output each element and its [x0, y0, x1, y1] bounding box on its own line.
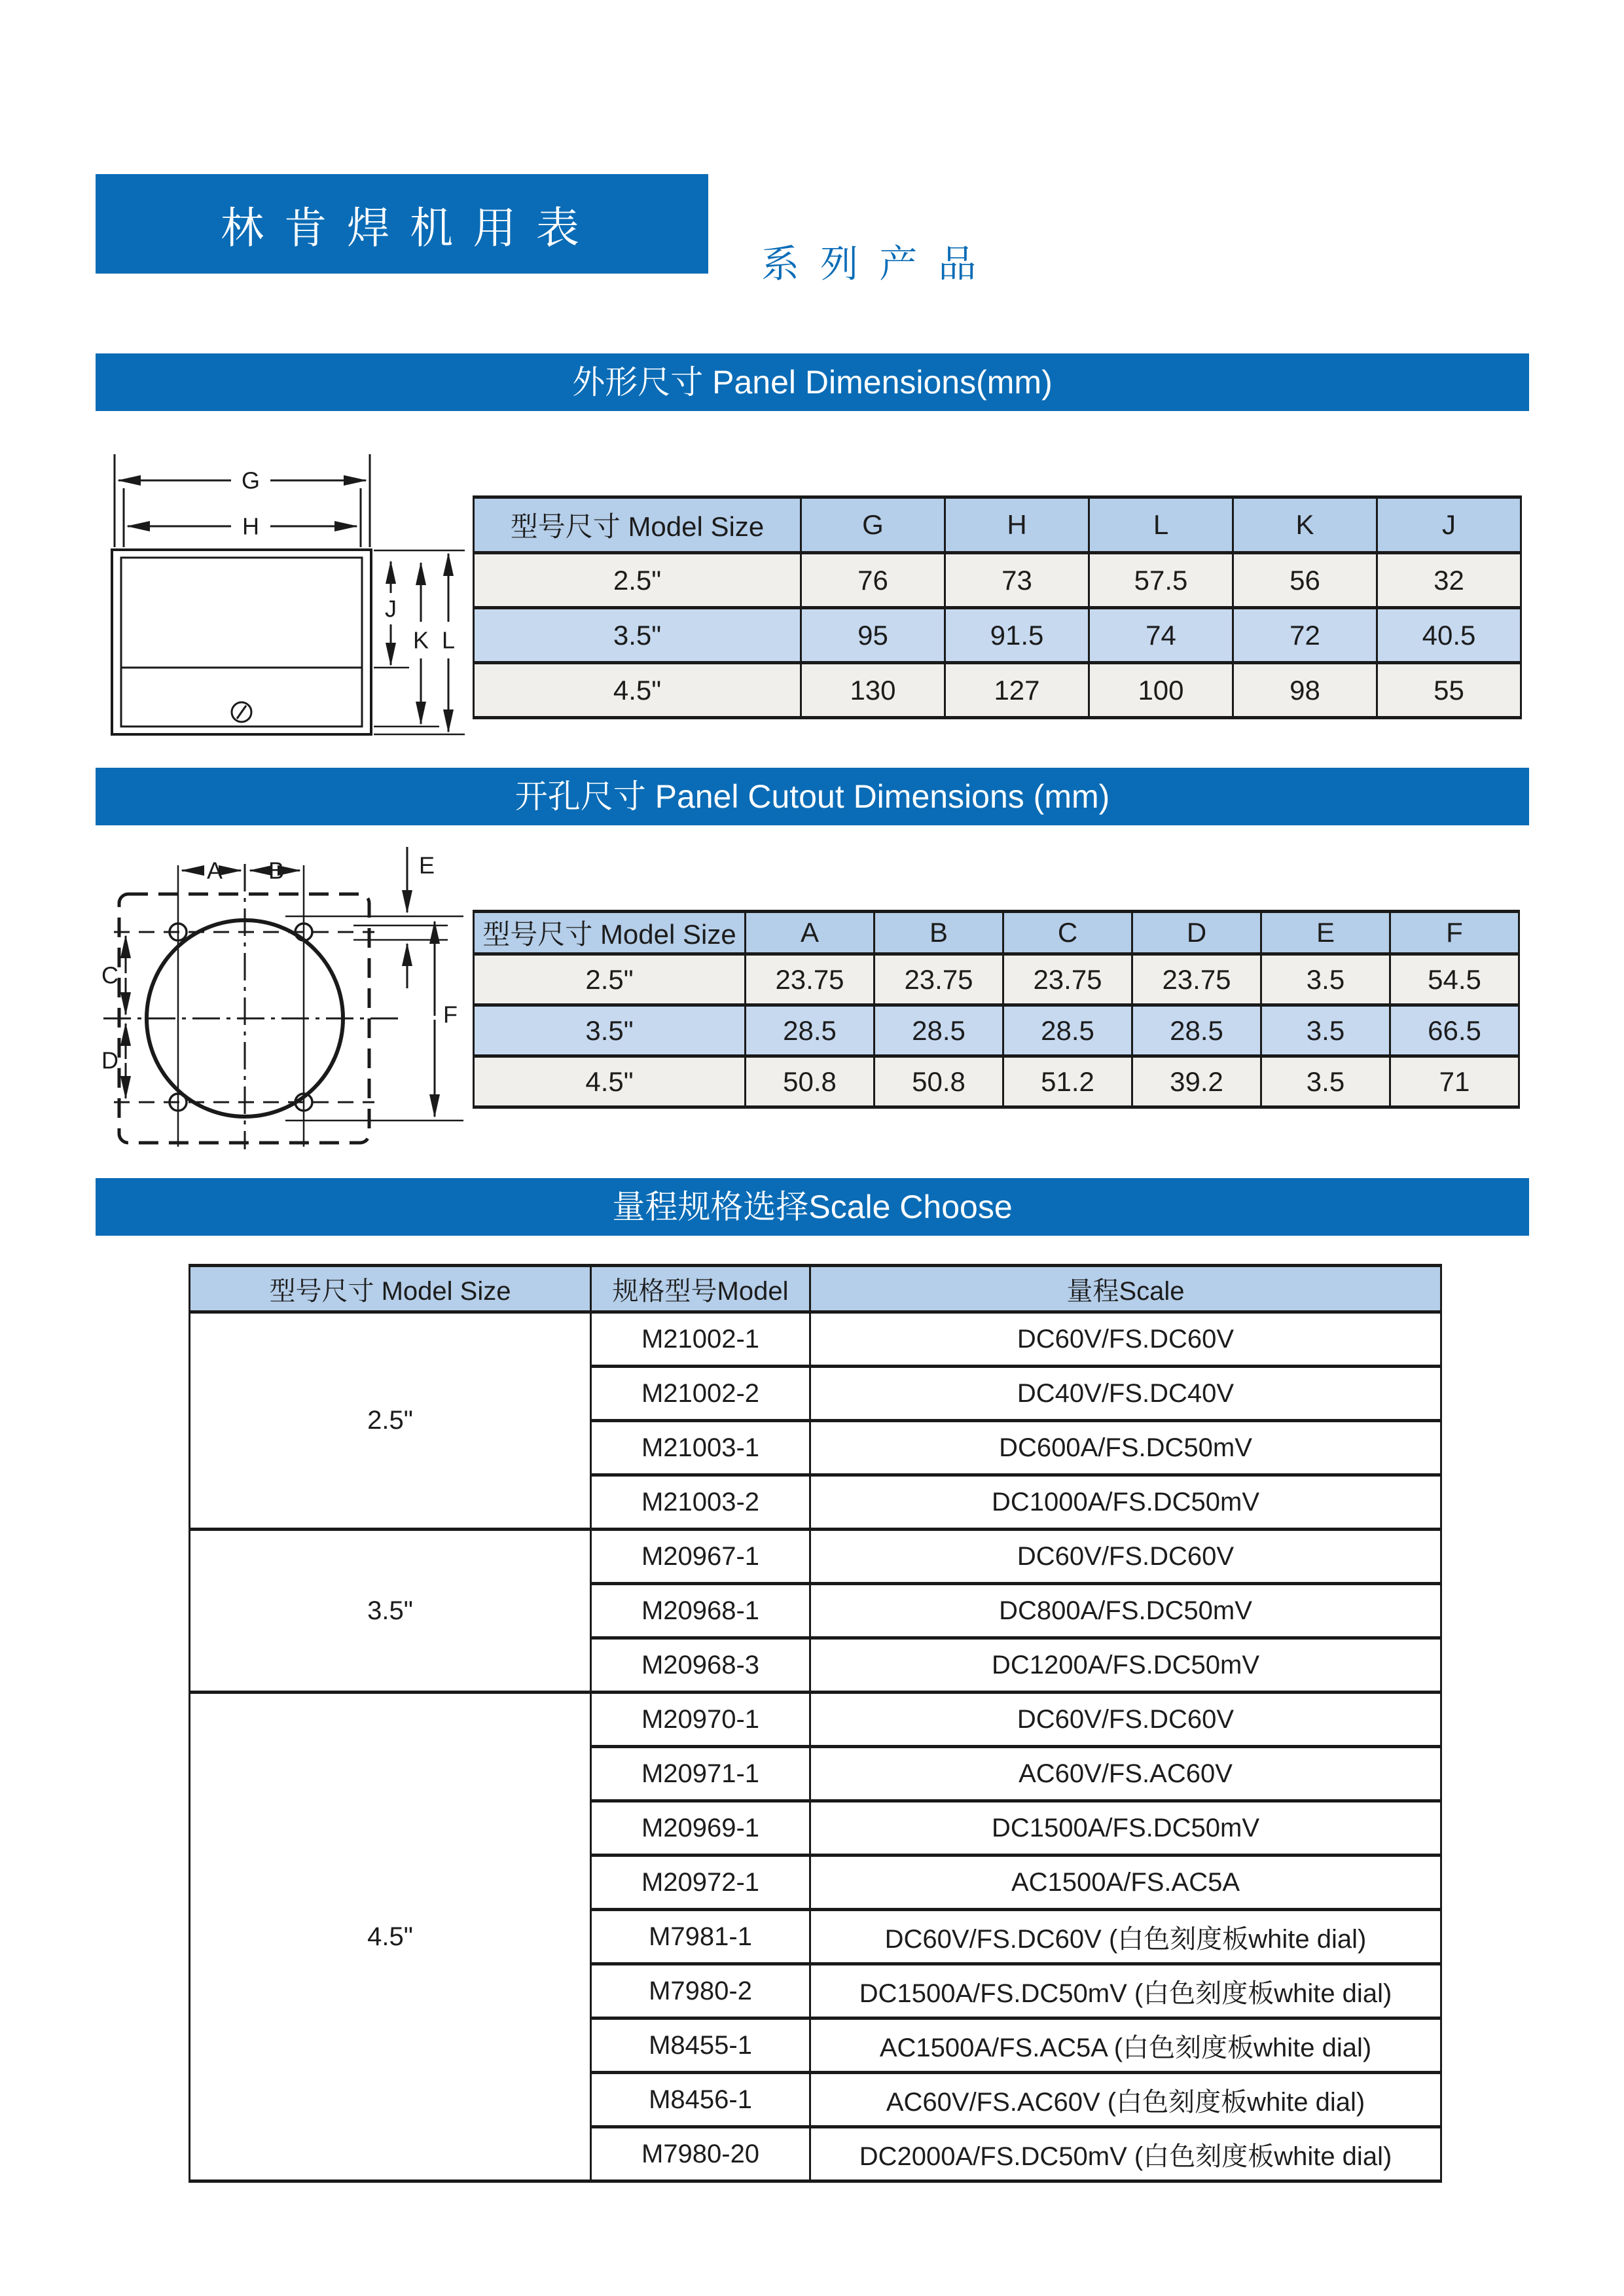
value-cell: 50.8 — [746, 1056, 875, 1107]
value-cell: 23.75 — [1132, 954, 1261, 1005]
scale-cell: AC60V/FS.AC60V — [810, 1747, 1441, 1801]
model-size-cell: 2.5" — [474, 954, 746, 1005]
page-title: 林 肯 焊 机 用 表 — [221, 203, 583, 252]
dim-label-b: B — [268, 857, 285, 884]
value-cell: 95 — [801, 608, 945, 663]
table-row — [474, 1056, 1519, 1107]
table-header-row — [190, 1266, 1441, 1312]
value-cell: 57.5 — [1089, 553, 1233, 608]
value-cell: 66.5 — [1390, 1005, 1519, 1056]
model-size-cell: 4.5" — [190, 1693, 591, 2181]
value-cell: 28.5 — [875, 1005, 1003, 1056]
value-cell: 28.5 — [746, 1005, 875, 1056]
table-row — [474, 608, 1521, 663]
scale-cell: AC1500A/FS.AC5A — [810, 1856, 1441, 1910]
model-cell: M21002-2 — [591, 1367, 810, 1421]
column-header-k: K — [1233, 497, 1377, 553]
column-header-b: B — [875, 912, 1003, 954]
scale-cell: DC40V/FS.DC40V — [810, 1367, 1441, 1421]
brand-header-box — [96, 174, 708, 274]
value-cell: 130 — [801, 663, 945, 718]
value-cell: 50.8 — [875, 1056, 1003, 1107]
dim-label-a: A — [206, 857, 223, 884]
model-cell: M7980-2 — [591, 1964, 810, 2018]
column-header-model-size: 型号尺寸 Model Size — [474, 912, 746, 954]
model-cell: M21002-1 — [591, 1312, 810, 1367]
value-cell: 55 — [1377, 663, 1521, 718]
dim-label-f: F — [443, 1001, 458, 1028]
model-cell: M20968-1 — [591, 1584, 810, 1638]
panel-dimensions-diagram — [108, 450, 467, 740]
column-header-g: G — [801, 497, 945, 553]
value-cell: 51.2 — [1003, 1056, 1132, 1107]
table-row — [190, 1530, 1441, 1584]
scale-cell: DC2000A/FS.DC50mV (白色刻度板white dial) — [810, 2127, 1441, 2181]
table-row — [190, 1693, 1441, 1747]
panel-cutout-diagram — [99, 839, 470, 1152]
dim-label-k: K — [412, 626, 429, 654]
scale-cell: AC1500A/FS.AC5A (白色刻度板white dial) — [810, 2018, 1441, 2073]
model-cell: M20967-1 — [591, 1530, 810, 1584]
model-cell: M20970-1 — [591, 1693, 810, 1747]
cutout-dimensions-table — [473, 910, 1520, 1109]
value-cell: 23.75 — [1003, 954, 1132, 1005]
table-row — [190, 1312, 1441, 1367]
column-header-h: H — [945, 497, 1089, 553]
panel-dimensions-table — [473, 495, 1522, 719]
model-size-cell: 3.5" — [474, 608, 801, 663]
value-cell: 3.5 — [1261, 1005, 1390, 1056]
column-header-d: D — [1132, 912, 1261, 954]
model-size-cell: 3.5" — [474, 1005, 746, 1056]
table-header-row — [474, 912, 1519, 954]
scale-cell: DC60V/FS.DC60V (白色刻度板white dial) — [810, 1910, 1441, 1964]
column-header-l: L — [1089, 497, 1233, 553]
table-row — [474, 663, 1521, 718]
scale-cell: DC60V/FS.DC60V — [810, 1693, 1441, 1747]
page-subtitle: 系 列 产 品 — [761, 243, 982, 285]
value-cell: 28.5 — [1132, 1005, 1261, 1056]
model-cell: M20972-1 — [591, 1856, 810, 1910]
value-cell: 28.5 — [1003, 1005, 1132, 1056]
scale-cell: DC1200A/FS.DC50mV — [810, 1638, 1441, 1693]
dim-label-l: L — [441, 626, 456, 654]
value-cell: 76 — [801, 553, 945, 608]
value-cell: 3.5 — [1261, 1056, 1390, 1107]
column-header-j: J — [1377, 497, 1521, 553]
table-row — [474, 1005, 1519, 1056]
table-row — [474, 954, 1519, 1005]
value-cell: 127 — [945, 663, 1089, 718]
value-cell: 72 — [1233, 608, 1377, 663]
dim-label-d: D — [101, 1047, 118, 1074]
scale-cell: DC1500A/FS.DC50mV (白色刻度板white dial) — [810, 1964, 1441, 2018]
model-cell: M20968-3 — [591, 1638, 810, 1693]
value-cell: 98 — [1233, 663, 1377, 718]
scale-cell: DC600A/FS.DC50mV — [810, 1421, 1441, 1475]
value-cell: 100 — [1089, 663, 1233, 718]
value-cell: 3.5 — [1261, 954, 1390, 1005]
model-cell: M8455-1 — [591, 2018, 810, 2073]
column-header-scale: 量程Scale — [810, 1266, 1441, 1312]
model-cell: M20969-1 — [591, 1801, 810, 1856]
value-cell: 56 — [1233, 553, 1377, 608]
table-row — [474, 553, 1521, 608]
column-header-model: 规格型号Model — [591, 1266, 810, 1312]
dim-label-c: C — [101, 961, 118, 989]
scale-cell: DC1000A/FS.DC50mV — [810, 1475, 1441, 1530]
value-cell: 40.5 — [1377, 608, 1521, 663]
dim-label-h: H — [242, 512, 259, 540]
value-cell: 39.2 — [1132, 1056, 1261, 1107]
scale-cell: DC1500A/FS.DC50mV — [810, 1801, 1441, 1856]
value-cell: 71 — [1390, 1056, 1519, 1107]
value-cell: 32 — [1377, 553, 1521, 608]
model-cell: M20971-1 — [591, 1747, 810, 1801]
model-size-cell: 4.5" — [474, 1056, 746, 1107]
model-size-cell: 2.5" — [474, 553, 801, 608]
column-header-a: A — [746, 912, 875, 954]
table-header-row — [474, 497, 1521, 553]
column-header-e: E — [1261, 912, 1390, 954]
model-size-cell: 2.5" — [190, 1312, 591, 1530]
model-cell: M21003-1 — [591, 1421, 810, 1475]
scale-choose-table — [189, 1264, 1442, 2183]
column-header-f: F — [1390, 912, 1519, 954]
column-header-model-size: 型号尺寸 Model Size — [474, 497, 801, 553]
value-cell: 23.75 — [746, 954, 875, 1005]
model-cell: M7980-20 — [591, 2127, 810, 2181]
column-header-model-size: 型号尺寸 Model Size — [190, 1266, 591, 1312]
scale-cell: DC800A/FS.DC50mV — [810, 1584, 1441, 1638]
scale-cell: AC60V/FS.AC60V (白色刻度板white dial) — [810, 2073, 1441, 2127]
value-cell: 73 — [945, 553, 1089, 608]
value-cell: 91.5 — [945, 608, 1089, 663]
model-size-cell: 4.5" — [474, 663, 801, 718]
section-title-panel-dimensions: 外形尺寸 Panel Dimensions(mm) — [96, 353, 1529, 411]
value-cell: 74 — [1089, 608, 1233, 663]
dim-label-e: E — [418, 852, 435, 879]
scale-cell: DC60V/FS.DC60V — [810, 1312, 1441, 1367]
model-size-cell: 3.5" — [190, 1530, 591, 1693]
dim-label-j: J — [385, 595, 397, 622]
model-cell: M8456-1 — [591, 2073, 810, 2127]
value-cell: 54.5 — [1390, 954, 1519, 1005]
section-title-cutout-dimensions: 开孔尺寸 Panel Cutout Dimensions (mm) — [96, 768, 1529, 825]
section-title-scale-choose: 量程规格选择Scale Choose — [96, 1178, 1529, 1236]
dim-label-g: G — [241, 467, 261, 494]
model-cell: M21003-2 — [591, 1475, 810, 1530]
value-cell: 23.75 — [875, 954, 1003, 1005]
scale-cell: DC60V/FS.DC60V — [810, 1530, 1441, 1584]
model-cell: M7981-1 — [591, 1910, 810, 1964]
column-header-c: C — [1003, 912, 1132, 954]
